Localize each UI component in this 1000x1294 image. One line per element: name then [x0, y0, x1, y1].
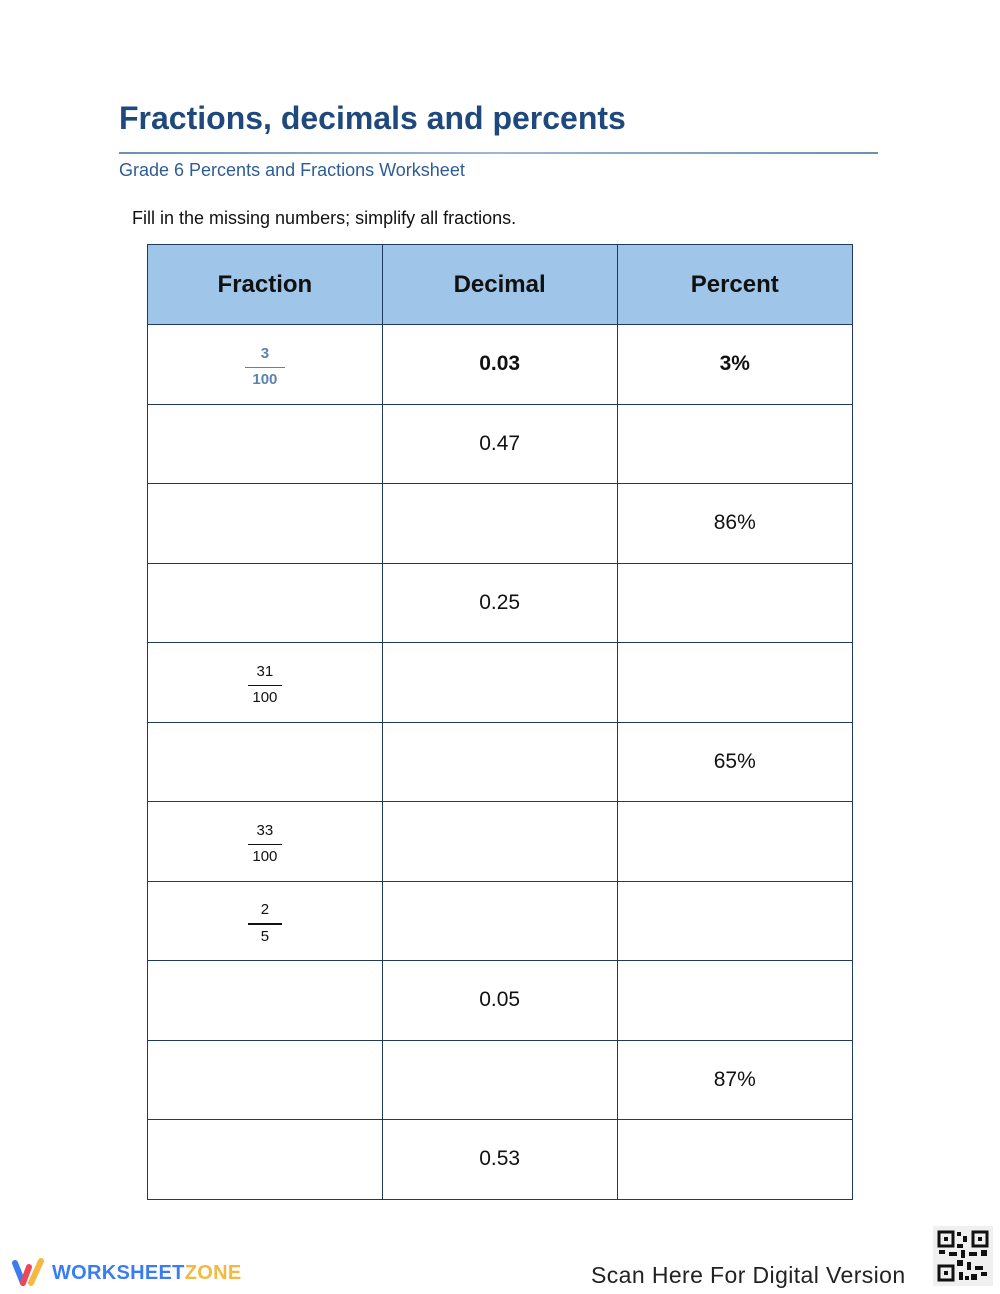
- fraction-cell: [148, 325, 383, 405]
- decimal-cell: 0.47: [382, 404, 617, 484]
- example-row: [148, 325, 853, 405]
- logo-text-zone: ZONE: [184, 1261, 242, 1284]
- title-divider: [119, 152, 878, 154]
- column-header-percent: Percent: [617, 245, 853, 325]
- fraction-cell[interactable]: [148, 563, 383, 643]
- fraction-cell[interactable]: [148, 1040, 383, 1120]
- column-header-fraction: Fraction: [148, 245, 383, 325]
- example-fraction: [245, 345, 285, 390]
- fraction-cell: [148, 802, 383, 882]
- fraction-cell[interactable]: [148, 722, 383, 802]
- fraction: [248, 822, 282, 867]
- percent-cell[interactable]: [617, 563, 853, 643]
- fraction-bar: [248, 685, 282, 687]
- table-row: [148, 404, 853, 484]
- decimal-cell: 0.25: [382, 563, 617, 643]
- denominator: 5: [260, 927, 270, 945]
- numerator: 33: [256, 821, 274, 839]
- page-subtitle: Grade 6 Percents and Fractions Worksheet: [119, 160, 465, 180]
- page-title: Fractions, decimals and percents: [119, 100, 626, 136]
- table-row: [148, 1120, 853, 1200]
- fraction-cell[interactable]: [148, 484, 383, 564]
- decimal-cell[interactable]: [382, 722, 617, 802]
- denominator: 100: [252, 371, 278, 388]
- fraction-bar: [245, 367, 285, 369]
- header-row: [148, 245, 853, 325]
- percent-cell[interactable]: [617, 961, 853, 1041]
- decimal-cell[interactable]: [382, 881, 617, 961]
- numerator: 31: [256, 662, 274, 680]
- percent-cell: 86%: [617, 484, 853, 564]
- decimal-cell[interactable]: [382, 802, 617, 882]
- fraction-cell[interactable]: [148, 961, 383, 1041]
- table-row: [148, 802, 853, 882]
- fraction-bar: [248, 844, 282, 846]
- percent-cell[interactable]: [617, 1120, 853, 1200]
- fraction-cell[interactable]: [148, 404, 383, 484]
- fraction: [248, 663, 282, 708]
- decimal-cell[interactable]: [382, 484, 617, 564]
- percent-cell: 87%: [617, 1040, 853, 1120]
- fraction: [248, 901, 282, 946]
- scan-text: Scan Here For Digital Version: [591, 1262, 906, 1288]
- fraction-bar: [248, 923, 282, 925]
- table-row: [148, 722, 853, 802]
- instructions: Fill in the missing numbers; simplify all fractions.: [132, 208, 517, 228]
- table-row: [148, 881, 853, 961]
- numerator: 3: [260, 344, 270, 362]
- percent-cell[interactable]: [617, 802, 853, 882]
- logo-w-icon: [10, 1257, 46, 1289]
- decimal-cell[interactable]: [382, 643, 617, 723]
- percent-cell[interactable]: [617, 643, 853, 723]
- percent-cell[interactable]: [617, 881, 853, 961]
- decimal-cell: 0.53: [382, 1120, 617, 1200]
- percent-cell: 3%: [617, 325, 853, 405]
- numerator: 2: [260, 901, 270, 918]
- decimal-cell: 0.05: [382, 961, 617, 1041]
- worksheetzone-logo: [10, 1257, 241, 1289]
- denominator: 100: [252, 689, 278, 706]
- decimal-cell[interactable]: [382, 1040, 617, 1120]
- percent-cell: 65%: [617, 722, 853, 802]
- fraction-cell[interactable]: [148, 1120, 383, 1200]
- table-row: [148, 1040, 853, 1120]
- fraction-cell: [148, 881, 383, 961]
- decimal-cell: 0.03: [382, 325, 617, 405]
- worksheet-table: [147, 244, 853, 1200]
- table-row: [148, 563, 853, 643]
- table-row: [148, 643, 853, 723]
- percent-cell[interactable]: [617, 404, 853, 484]
- column-header-decimal: Decimal: [382, 245, 617, 325]
- logo-text-worksheet: WORKSHEET: [52, 1261, 185, 1284]
- table-row: [148, 961, 853, 1041]
- qr-code-icon[interactable]: [933, 1226, 993, 1286]
- table-row: [148, 484, 853, 564]
- denominator: 100: [252, 848, 278, 865]
- fraction-cell: [148, 643, 383, 723]
